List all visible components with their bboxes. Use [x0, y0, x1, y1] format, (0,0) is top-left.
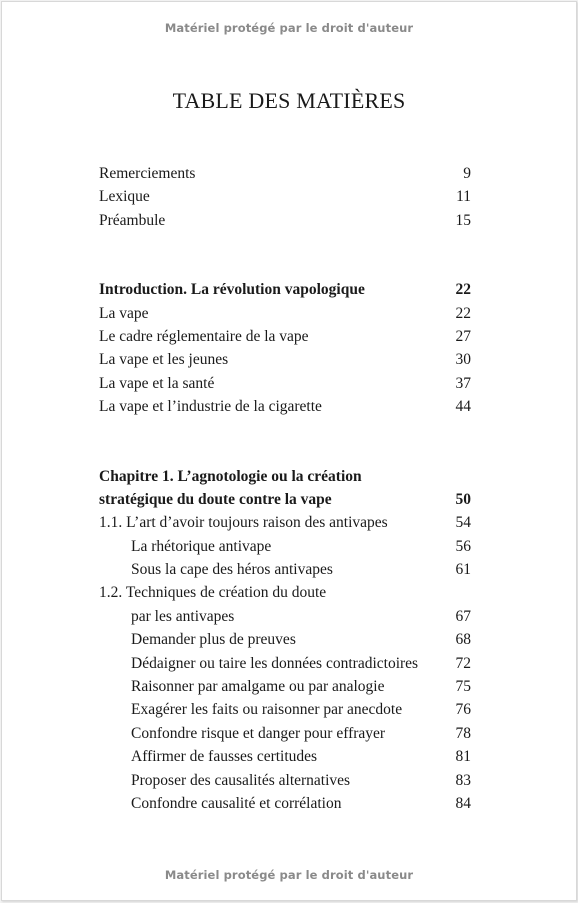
toc-entry-page: 78: [455, 724, 471, 742]
copyright-watermark-top: Matériel protégé par le droit d'auteur: [164, 21, 414, 35]
toc-entry-page: 50: [455, 490, 471, 508]
toc-entry-page: 81: [455, 748, 471, 766]
toc-entry-page: 72: [455, 654, 471, 672]
toc-entry-page: 67: [455, 607, 471, 625]
table-of-contents: [99, 162, 471, 815]
toc-entry-page: 56: [455, 537, 471, 555]
toc-entry: [99, 535, 471, 558]
toc-entry-label: Confondre risque et danger pour effrayer: [131, 724, 386, 742]
toc-entry-label: Raisonner par amalgame ou par analogie: [131, 678, 385, 696]
toc-entry: [99, 745, 471, 768]
copyright-watermark-bottom: Matériel protégé par le droit d'auteur: [164, 868, 414, 882]
toc-section-heading: [99, 465, 471, 488]
toc-entry: [99, 581, 471, 604]
toc-entry-label: Dédaigner ou taire les données contradictoires: [131, 654, 419, 672]
toc-group-introduction: [99, 278, 471, 418]
toc-entry-page: 22: [455, 304, 471, 322]
toc-entry-label: Introduction. La révolution vapologique: [99, 281, 365, 299]
toc-entry-page: 83: [455, 771, 471, 789]
toc-entry-label: par les antivapes: [131, 607, 235, 625]
toc-entry-page: 37: [455, 374, 471, 392]
toc-entry-label: 1.1. L’art d’avoir toujours raison des antivapes: [99, 514, 388, 532]
toc-entry-label: Confondre causalité et corrélation: [131, 794, 342, 812]
toc-entry: [99, 675, 471, 698]
toc-entry-page: 54: [455, 514, 471, 532]
toc-entry: [99, 325, 471, 348]
toc-entry-label: Préambule: [99, 211, 166, 229]
toc-entry-label: Le cadre réglementaire de la vape: [99, 327, 309, 345]
toc-entry-page: 75: [455, 678, 471, 696]
toc-entry-page: 61: [455, 561, 471, 579]
toc-entry: [99, 652, 471, 675]
toc-entry-label: 1.2. Techniques de création du doute: [99, 584, 327, 602]
toc-entry-page: 76: [455, 701, 471, 719]
toc-group-front-matter: [99, 162, 471, 232]
toc-entry-label: La rhétorique antivape: [131, 537, 272, 555]
toc-entry: [99, 372, 471, 395]
toc-entry-label: La vape et les jeunes: [99, 351, 229, 369]
toc-entry: [99, 511, 471, 534]
toc-entry-label: Proposer des causalités alternatives: [131, 771, 351, 789]
toc-entry: [99, 185, 471, 208]
toc-entry-label: Exagérer les faits ou raisonner par anecdote: [131, 701, 403, 719]
book-page: [1, 1, 577, 901]
toc-entry: [99, 395, 471, 418]
toc-entry-label: stratégique du doute contre la vape: [99, 490, 332, 508]
toc-entry: [99, 769, 471, 792]
toc-entry: [99, 698, 471, 721]
toc-section-heading: [99, 488, 471, 511]
toc-entry: [99, 209, 471, 232]
toc-entry-page: 9: [463, 165, 471, 182]
toc-entry-page: 44: [455, 398, 471, 416]
toc-entry-label: Sous la cape des héros antivapes: [131, 561, 333, 579]
toc-entry-page: 11: [456, 188, 471, 206]
page-title: TABLE DES MATIÈRES: [172, 88, 406, 113]
toc-entry-label: Lexique: [99, 188, 150, 206]
toc-section-heading: [99, 278, 471, 301]
toc-entry: [99, 558, 471, 581]
toc-entry-page: 22: [455, 281, 471, 299]
toc-entry: [99, 628, 471, 651]
toc-entry-page: 15: [455, 211, 471, 229]
toc-entry-label: Demander plus de preuves: [131, 631, 296, 649]
toc-entry: [99, 302, 471, 325]
toc-entry-page: 84: [455, 794, 471, 812]
toc-entry-label: Affirmer de fausses certitudes: [131, 748, 318, 766]
toc-entry-page: 68: [455, 631, 471, 649]
toc-entry-label: Remerciements: [99, 165, 196, 182]
toc-entry: [99, 162, 471, 185]
toc-entry-label: La vape et la santé: [99, 374, 215, 392]
toc-entry-page: 30: [455, 351, 471, 369]
toc-entry-label: Chapitre 1. L’agnotologie ou la création: [99, 467, 362, 485]
toc-group-chapter-1: [99, 465, 471, 816]
toc-entry: [99, 792, 471, 815]
toc-entry-page: 27: [455, 327, 471, 345]
toc-entry: [99, 722, 471, 745]
toc-entry: [99, 605, 471, 628]
toc-entry: [99, 348, 471, 371]
toc-entry-label: La vape: [99, 304, 149, 322]
toc-entry-label: La vape et l’industrie de la cigarette: [99, 398, 322, 416]
